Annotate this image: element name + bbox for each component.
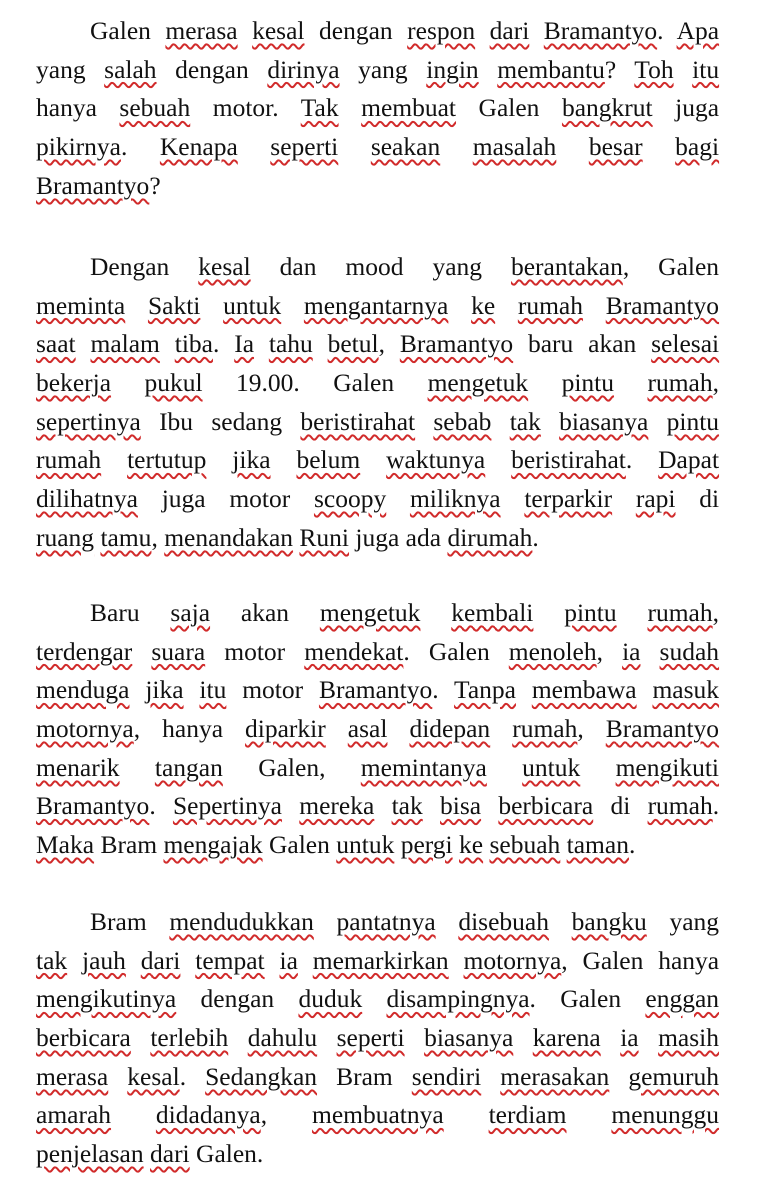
spellcheck-word: jika <box>232 445 271 475</box>
spellcheck-word: pintu <box>564 598 617 627</box>
spellcheck-word: ke <box>471 290 496 320</box>
spellcheck-word: enggan <box>645 984 720 1014</box>
spellcheck-word: Sepertinya <box>172 791 283 821</box>
spellcheck-word: pukul <box>144 368 203 398</box>
text-line: menduga jika itu motor Bramantyo. Tanpa membawa masuk <box>36 675 720 705</box>
text-line: Bramantyo? <box>36 170 161 200</box>
spellcheck-word: merasakan <box>500 1061 610 1091</box>
spellcheck-word: Sedangkan <box>205 1061 318 1091</box>
spellcheck-word: memintanya <box>360 752 487 782</box>
spellcheck-word: dari <box>150 1139 190 1169</box>
spellcheck-word: betul <box>327 329 379 359</box>
spellcheck-word: tiba <box>174 329 213 359</box>
spellcheck-word: Toh <box>634 54 674 84</box>
spellcheck-word: saat <box>36 329 76 359</box>
spellcheck-word: mereka <box>299 791 375 821</box>
spellcheck-word: bangku <box>571 907 647 936</box>
spellcheck-word: ingin <box>426 54 479 84</box>
spellcheck-word: berantakan <box>510 252 623 281</box>
spellcheck-word: mendudukkan <box>169 907 314 936</box>
spellcheck-word: motornya <box>463 945 562 975</box>
paragraph-4 <box>36 903 719 1174</box>
text-line: Baru saja akan mengetuk kembali pintu rumah, <box>90 598 719 627</box>
spellcheck-word: saja <box>170 598 211 627</box>
text-line <box>36 287 719 326</box>
spellcheck-word: sebuah <box>119 93 191 123</box>
text-line: tak jauh dari tempat ia memarkirkan motornya, Galen hanya <box>36 945 720 975</box>
spellcheck-word: dari <box>489 16 530 45</box>
spellcheck-word: taman <box>566 830 629 860</box>
spellcheck-word: sendiri <box>411 1061 482 1091</box>
spellcheck-word: kesal <box>252 16 305 45</box>
text-line: Maka Bram mengajak Galen untuk pergi ke sebuah taman. <box>36 830 636 860</box>
spellcheck-word: biasanya <box>424 1023 514 1053</box>
spellcheck-word: ia <box>622 636 641 666</box>
text-line: Galen merasa kesal dengan respon dari Bramantyo. Apa <box>90 16 720 45</box>
spellcheck-word: pintu <box>666 406 720 436</box>
spellcheck-word: bangkrut <box>561 93 653 123</box>
spellcheck-word: bagi <box>675 132 720 162</box>
spellcheck-word: untuk <box>522 752 581 782</box>
spellcheck-word: disebuah <box>458 907 549 936</box>
spellcheck-word: menduga <box>36 675 130 705</box>
text-line: dilihatnya juga motor scoopy miliknya terparkir rapi di <box>36 484 720 514</box>
spellcheck-word: rumah <box>647 791 713 821</box>
spellcheck-word: dirinya <box>267 54 340 84</box>
spellcheck-word: berbicara <box>498 791 594 821</box>
spellcheck-word: jauh <box>82 945 126 975</box>
spellcheck-word: ke <box>459 830 484 860</box>
spellcheck-word: menoleh <box>508 636 597 666</box>
spellcheck-word: tertutup <box>127 445 207 475</box>
spellcheck-word: untuk <box>223 290 282 320</box>
spellcheck-word: seperti <box>336 1023 405 1053</box>
text-line: mengikutinya dengan duduk disampingnya. Galen enggan <box>36 984 720 1014</box>
spellcheck-word: tahu <box>268 329 313 359</box>
spellcheck-word: kembali <box>451 598 534 627</box>
text-line: penjelasan dari Galen. <box>36 1139 264 1169</box>
spellcheck-word: Kenapa <box>159 132 238 162</box>
text-line <box>36 1019 719 1058</box>
text-line: Bramantyo. Sepertinya mereka tak bisa berbicara di rumah. <box>36 791 720 821</box>
spellcheck-word: tak <box>509 406 541 436</box>
spellcheck-word: tangan <box>154 752 223 782</box>
spellcheck-word: sepertinya <box>36 406 141 436</box>
spellcheck-word: gemuruh <box>628 1061 720 1091</box>
text-line: merasa kesal. Sedangkan Bram sendiri merasakan gemuruh <box>36 1061 720 1091</box>
spellcheck-word: mengikuti <box>615 752 720 782</box>
spellcheck-word: Ia <box>234 329 255 359</box>
text-line: yang salah dengan dirinya yang ingin membantu? Toh itu <box>36 54 720 84</box>
spellcheck-word: rumah <box>517 290 584 320</box>
spellcheck-word: kesal <box>127 1061 180 1091</box>
spellcheck-word: Bramantyo <box>36 791 150 821</box>
spellcheck-word: rumah <box>647 598 713 627</box>
text-line: hanya sebuah motor. Tak membuat Galen bangkrut juga <box>36 93 720 123</box>
spellcheck-word: miliknya <box>409 484 501 514</box>
spellcheck-word: sebuah <box>489 830 561 860</box>
spellcheck-word: menandakan <box>164 522 294 552</box>
spellcheck-word: Bramantyo <box>605 714 720 744</box>
spellcheck-word: kesal <box>198 252 251 281</box>
spellcheck-word: meminta <box>36 290 126 320</box>
spellcheck-word: mendekat <box>304 636 404 666</box>
spellcheck-word: membawa <box>531 675 637 705</box>
spellcheck-word: berbicara <box>36 1023 131 1053</box>
spellcheck-word: amarah <box>36 1100 112 1130</box>
spellcheck-word: merasa <box>36 1061 109 1091</box>
spellcheck-word: menunggu <box>611 1100 720 1130</box>
spellcheck-word: ia <box>620 1023 639 1053</box>
spellcheck-word: bekerja <box>36 368 112 398</box>
spellcheck-word: rumah <box>512 714 578 744</box>
spellcheck-word: mengikutinya <box>36 984 177 1014</box>
spellcheck-word: pikirnya <box>36 132 121 162</box>
spellcheck-word: seakan <box>370 132 441 162</box>
spellcheck-word: belum <box>296 445 361 475</box>
spellcheck-word: merasa <box>165 16 238 45</box>
spellcheck-word: membuatnya <box>311 1100 444 1130</box>
spellcheck-word: scoopy <box>313 484 387 514</box>
spellcheck-word: Tak <box>300 93 339 123</box>
text-line: bekerja pukul 19.00. Galen mengetuk pintu rumah, <box>36 368 719 398</box>
spellcheck-word: menarik <box>36 752 120 782</box>
spellcheck-word: rumah <box>647 368 713 398</box>
spellcheck-word: ia <box>279 945 298 975</box>
spellcheck-word: Sakti <box>147 290 201 320</box>
spellcheck-word: mengajak <box>163 830 263 860</box>
spellcheck-word: memarkirkan <box>312 945 449 975</box>
spellcheck-word: biasanya <box>559 406 649 436</box>
spellcheck-word: asal <box>347 714 388 744</box>
spellcheck-word: tak <box>36 945 68 975</box>
text-line: terdengar suara motor mendekat. Galen menoleh, ia sudah <box>36 636 720 666</box>
spellcheck-word: terlebih <box>150 1023 229 1053</box>
spellcheck-word: dirumah <box>447 522 533 552</box>
spellcheck-word: Bramantyo <box>36 170 150 200</box>
spellcheck-word: Maka <box>36 830 95 860</box>
spellcheck-word: tak <box>391 791 423 821</box>
text-line: saat malam tiba. Ia tahu betul, Bramantyo baru akan selesai <box>36 329 720 359</box>
spellcheck-word: besar <box>588 132 643 162</box>
spellcheck-word: bisa <box>440 791 482 821</box>
spellcheck-word: sebab <box>433 406 492 436</box>
spellcheck-word: tamu <box>100 522 152 552</box>
spellcheck-word: terdiam <box>488 1100 567 1130</box>
spellcheck-word: mengetuk <box>319 598 421 627</box>
spellcheck-word: Tanpa <box>454 675 516 705</box>
spellcheck-word: dilihatnya <box>36 484 138 514</box>
spellcheck-word: Bramantyo <box>318 675 433 705</box>
spellcheck-word: suara <box>151 636 206 666</box>
text-line: pikirnya. Kenapa seperti seakan masalah besar bagi <box>36 132 720 162</box>
spellcheck-word: diparkir <box>245 714 326 744</box>
text-line: ruang tamu, menandakan Runi juga ada dirumah. <box>36 522 539 552</box>
spellcheck-word: itu <box>199 675 227 705</box>
spellcheck-word: sudah <box>659 636 720 666</box>
spellcheck-word: jika <box>145 675 184 705</box>
spellcheck-word: malam <box>90 329 160 359</box>
spellcheck-word: ruang <box>36 522 95 552</box>
spellcheck-word: Dapat <box>658 445 720 475</box>
spellcheck-word: masalah <box>472 132 557 162</box>
text-line: amarah didadanya, membuatnya terdiam menunggu <box>36 1100 720 1130</box>
spellcheck-word: masuk <box>652 675 720 705</box>
spellcheck-word: didepan <box>409 714 491 744</box>
text-line: sepertinya Ibu sedang beristirahat sebab tak biasanya pintu <box>36 406 720 436</box>
spellcheck-word: pintu <box>561 368 615 398</box>
spellcheck-word: dahulu <box>247 1023 318 1053</box>
text-line: rumah tertutup jika belum waktunya beristirahat. Dapat <box>36 445 720 475</box>
spellcheck-word: disampingnya <box>386 984 530 1014</box>
spellcheck-word: seperti <box>270 132 339 162</box>
spellcheck-word: karena <box>532 1023 601 1053</box>
spellcheck-word: Bramantyo <box>399 329 514 359</box>
spellcheck-word: penjelasan <box>36 1139 144 1169</box>
spellcheck-word: salah <box>104 54 157 84</box>
text-line: menarik tangan Galen, memintanya untuk mengikuti <box>36 752 720 782</box>
paragraph-2 <box>36 248 719 558</box>
spellcheck-word: waktunya <box>386 445 486 475</box>
spellcheck-word: beristirahat <box>300 406 416 436</box>
spellcheck-word: terparkir <box>524 484 613 514</box>
spellcheck-word: duduk <box>298 984 363 1014</box>
spellcheck-word: selesai <box>651 329 720 359</box>
spellcheck-word: membantu <box>497 54 605 84</box>
spellcheck-word: didadanya <box>155 1100 261 1130</box>
spellcheck-word: masih <box>658 1023 720 1053</box>
text-line: motornya, hanya diparkir asal didepan rumah, Bramantyo <box>36 714 720 744</box>
paragraph-1 <box>36 12 719 205</box>
spellcheck-word: motornya <box>36 714 134 744</box>
spellcheck-word: dari <box>140 945 181 975</box>
spellcheck-word: mengetuk <box>427 368 529 398</box>
spellcheck-word: Apa <box>676 16 720 45</box>
spellcheck-word: rapi <box>635 484 676 514</box>
spellcheck-word: untuk <box>336 830 395 860</box>
spellcheck-word: Runi <box>299 522 350 552</box>
paragraph-3 <box>36 594 719 865</box>
spellcheck-word: Bramantyo <box>543 16 658 45</box>
spellcheck-word: tempat <box>195 945 265 975</box>
text-line: Dengan kesal dan mood yang berantakan, Galen <box>90 252 720 281</box>
spellcheck-word: Bramantyo <box>605 290 720 320</box>
spellcheck-word: pantatnya <box>336 907 436 936</box>
spellcheck-word: pergi <box>400 830 453 860</box>
spellcheck-word: respon <box>407 16 476 45</box>
spellcheck-word: rumah <box>36 445 102 475</box>
spellcheck-word: mengantarnya <box>303 290 449 320</box>
spellcheck-word: itu <box>692 54 720 84</box>
spellcheck-word: terdengar <box>36 636 133 666</box>
spellcheck-word: membuat <box>361 93 457 123</box>
spellcheck-word: beristirahat <box>511 445 626 475</box>
text-line: Bram mendudukkan pantatnya disebuah bangku yang <box>90 907 720 936</box>
